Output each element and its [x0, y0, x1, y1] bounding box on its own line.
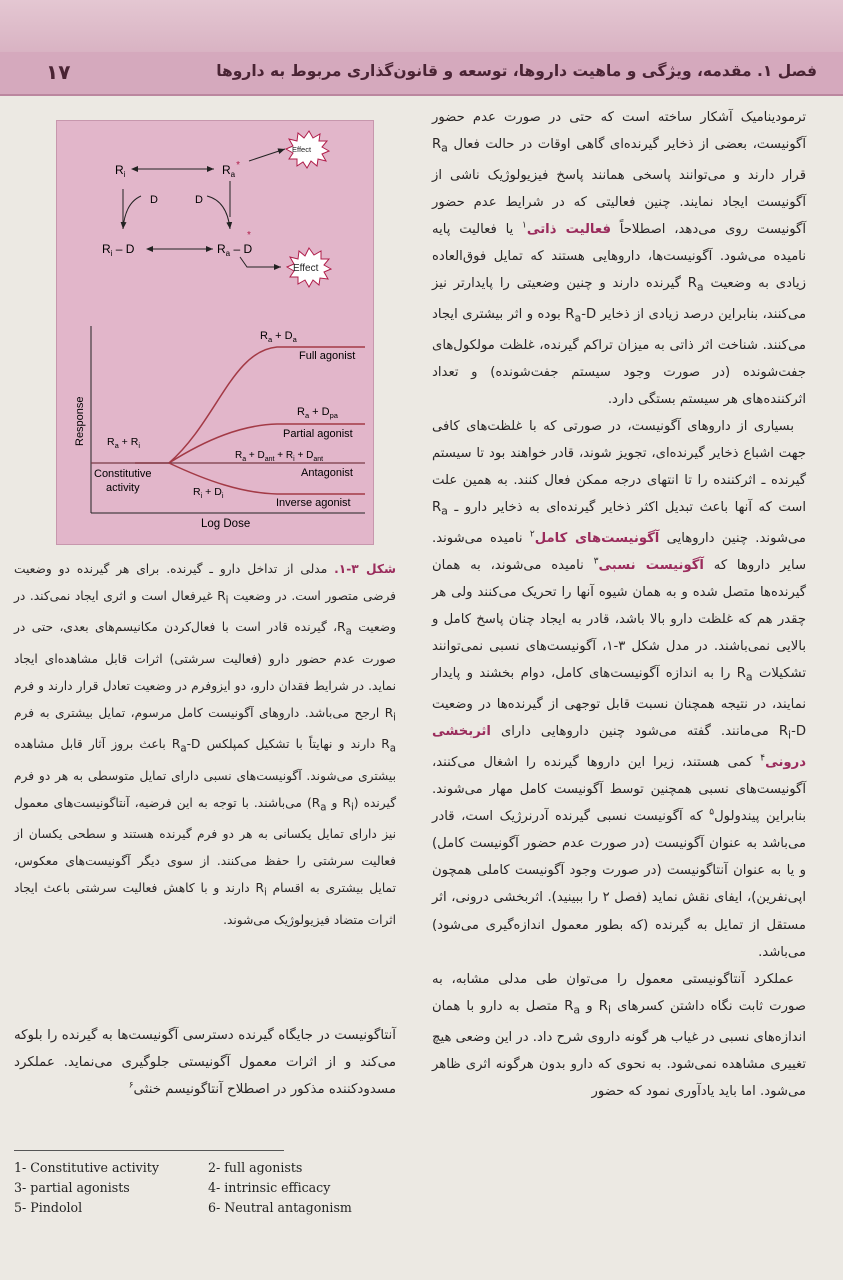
- footnote-4: 4- intrinsic efficacy: [208, 1180, 331, 1195]
- symbol-r: R: [432, 137, 442, 153]
- paragraph-3: [432, 966, 806, 1105]
- text-run: آنتاگونیست در جایگاه گیرنده دسترسی آگونیست‌ها به گیرنده را بلوکه می‌کند و از اثرات معمول آگونیستی جلوگیری می‌نماید. عملکرد مسدودکننده مذکور در اصطلاح آنتاگونیسم خنثی: [14, 1028, 396, 1097]
- symbol-r: R: [311, 795, 321, 810]
- footnote-5: 5- Pindolol: [14, 1200, 83, 1215]
- text-run: ) می‌باشند. با توجه به این فرضیه، آنتاگونیست‌های معمول نیز دارای تمایل یکسانی به هر دو فرم گیرنده هستند و سطحی یکسان از فعالیت سرشتی را حفظ می‌کنند. از سوی دیگر آگونیست‌های معکوس، تمایل بیشتری به اقسام: [14, 795, 396, 896]
- text-run: -D باعث بروز آثار قابل مشاهده بیشتری می‌شوند. آگونیست‌های نسبی دارای تمایل متوسطی به هر دو فرم گیرنده (: [14, 737, 396, 810]
- figure-drug-receptor-model: [56, 120, 374, 545]
- ra-label: $R_a^*$: [222, 160, 241, 179]
- constitutive-label-1: Constitutive: [94, 468, 152, 480]
- footnote-1: 1- Constitutive activity: [14, 1160, 159, 1175]
- left-column-paragraph: [14, 1022, 396, 1103]
- term-constitutive-activity: فعالیت ذاتی: [526, 222, 611, 238]
- footnote-ref-2: ۲: [529, 529, 535, 540]
- effect-arrow-1: [249, 149, 285, 161]
- footnote-ref-5: ۵: [709, 807, 715, 818]
- constitutive-label-2: activity: [106, 482, 140, 494]
- symbol-sub: i: [788, 728, 792, 742]
- text-run: و: [580, 998, 599, 1014]
- text-run: قرار دارند و می‌توانند پاسخی همانند پاسخ فیزیولوژیک ناشی از آگونیست ایجاد نمایند. چنین فعالیتی که در شرایط عدم حضور آگونیست روی می‌دهد، اصطلاحاً: [432, 167, 806, 238]
- footnote-6: 6- Neutral antagonism: [208, 1200, 352, 1215]
- term-partial-agonist: آگونیست نسبی: [598, 558, 704, 574]
- figure-caption: [14, 556, 396, 934]
- binding-arrow-right: [207, 196, 230, 229]
- text-run: که آگونیست نسبی گیرنده آدرنرژیک است، قادر می‌باشد به عنوان آگونیست (در صورت عدم حضور آگونیست کامل) و یا به عنوان آنتاگونیست (در صورت وجود آگونیست کاملی همچون اپی‌نفرین)، ایفای نقش نماید (فصل ۲ را ببینید). اثربخشی درونی، اثر مستقل از تمایل به گیرنده (که بطور معمول اندازه‌گیری می‌شود) می‌باشد.: [432, 809, 807, 960]
- paragraph-1: [432, 104, 806, 413]
- d-left-label: D: [150, 194, 158, 206]
- footnote-ref-4: ۴: [760, 753, 766, 764]
- footnote-3: 3- partial agonists: [14, 1180, 130, 1195]
- effect-label-2: Effect: [293, 263, 319, 274]
- x-axis-label: Log Dose: [201, 518, 251, 530]
- symbol-sub: i: [225, 595, 229, 607]
- symbol-sub: a: [180, 743, 187, 755]
- y-axis-label: Response: [74, 396, 86, 446]
- text-run: نامیده می‌شوند، به همان گیرنده‌ها متصل شده و به همان شیوه آنها را تحریک می‌کنند ولی هر چقدر هم که غلظت دارو بالا باشد، قادر به ایجاد چنان پاسخ کامل و بالایی نمی‌باشند. در مدل شکل ۳-۱، آگونیست‌های نسبی نمی‌توانند تشکیلات: [432, 558, 807, 682]
- text-run: -D می‌مانند. گفته می‌شود چنین داروهایی دارای: [490, 724, 806, 740]
- figure-svg: [57, 121, 373, 544]
- text-run: دارند و نهایتاً با تشکیل کمپلکس: [200, 737, 382, 752]
- symbol-r: R: [778, 724, 789, 740]
- footnote-divider: [14, 1150, 284, 1151]
- symbol-sub: i: [607, 1003, 612, 1017]
- symbol-sub: a: [389, 743, 396, 755]
- term-full-agonists: آگونیست‌های کامل: [534, 530, 660, 546]
- text-run: مدلی از تداخل دارو ـ گیرنده. برای هر گیرنده دو وضعیت فرضی متصور است. در وضعیت: [14, 562, 396, 603]
- inverse-agonist-formula: $R_i + D_i$: [193, 486, 224, 500]
- symbol-r: R: [598, 998, 608, 1014]
- symbol-sub: a: [573, 1003, 581, 1017]
- text-run: ترمودینامیک آشکار ساخته است که حتی در صورت عدم حضور آگونیست، بعضی از ذخایر گیرنده‌ای گاهی اوقات در حالت فعال: [432, 110, 806, 153]
- effect-arrow-2: [240, 257, 281, 267]
- antagonist-label: Antagonist: [301, 467, 353, 479]
- antagonist-formula: $R_a + D_{ant} + R_i + D_{ant}$: [235, 450, 324, 463]
- caption-label: شکل ۳-۱.: [334, 562, 396, 576]
- footnote-2: 2- full agonists: [208, 1160, 303, 1175]
- footnote-ref-3: ۳: [593, 556, 599, 567]
- d-right-label: D: [195, 194, 203, 206]
- symbol-sub: a: [574, 311, 582, 325]
- text-run: بسیاری از داروهای آگونیست، در صورتی که با غلظت‌های کافی جهت اشباع ذخایر گیرنده‌ای، تجویز شوند، قادر خواهند بود تا سیستم گیرنده ـ اثرکننده را تا انتهای درجه ممکن فعال کنند. به همین علت است که آنها باعث تبدیل اکثر ذخایر گیرنده‌ای به ذخایر دارو ـ: [432, 418, 806, 516]
- text-run: کمی هستند، زیرا این داروها گیرنده را اشغال می‌کنند، آگونیست‌های نسبی همچنین توسط آگونیست کامل مهار می‌شوند. بنابراین پیندولول: [432, 755, 806, 825]
- text-run: گیرنده دارند و چنین وضعیتی را پایدارتر نیز می‌کنند، بنابراین درصد زیادی از ذخایر: [432, 276, 807, 322]
- symbol-r: R: [564, 998, 574, 1014]
- symbol-r: R: [171, 737, 181, 752]
- chapter-title: فصل ۱. مقدمه، ویژگی و ماهیت داروها، توسعه و قانون‌گذاری مربوط به داروها: [216, 62, 817, 80]
- full-agonist-curve: [135, 347, 365, 463]
- text-run: غیرفعال است و اثری ایجاد نمی‌کند. در وضعیت: [14, 589, 396, 635]
- symbol-r: R: [565, 306, 575, 322]
- symbol-r: R: [687, 276, 697, 292]
- symbol-r: R: [432, 500, 442, 516]
- rad-star: *: [247, 230, 251, 241]
- symbol-r: R: [255, 881, 264, 896]
- symbol-sub: a: [441, 141, 448, 155]
- text-run: را به اندازه آگونیست‌های کامل، دوام بخشند و پایدار نمایند، در نتیجه همچنان نسبت قابل توجهی از گیرنده‌ها در وضعیت: [432, 666, 806, 713]
- full-agonist-formula: $R_a + D_a$: [260, 330, 297, 344]
- partial-agonist-label: Partial agonist: [283, 428, 353, 440]
- symbol-r: R: [337, 620, 346, 635]
- symbol-sub: i: [350, 802, 354, 814]
- page-top-band: [0, 0, 843, 52]
- text-run: عملکرد آنتاگونیستی معمول را می‌توان طی مدلی مشابه، به صورت ثابت نگاه داشتن کسرهای: [432, 971, 806, 1014]
- symbol-sub: i: [263, 887, 267, 899]
- symbol-sub: a: [745, 671, 753, 685]
- symbol-r: R: [381, 737, 390, 752]
- text-run: یا فعالیت پایه نامیده می‌شود. آگونیست‌ها، داروهایی هستند که تمایل فوق‌العاده زیادی به وضعیت: [432, 222, 806, 292]
- text-run: نامیده می‌شوند. سایر داروها که: [432, 530, 807, 574]
- full-agonist-label: Full agonist: [299, 350, 356, 362]
- page-number: ۱۷: [46, 60, 71, 84]
- paragraph-2: [432, 413, 806, 966]
- partial-agonist-formula: $R_a + D_{pa}$: [297, 406, 338, 420]
- binding-arrow-left: [123, 196, 141, 229]
- symbol-sub: a: [320, 802, 327, 814]
- symbol-r: R: [342, 795, 351, 810]
- rid-label: $R_i$ – D: [102, 242, 135, 258]
- text-run: ارجح می‌باشد. داروهای آگونیست کامل مرسوم، تمایل بیشتری به فرم: [14, 705, 385, 720]
- symbol-sub: a: [696, 280, 704, 294]
- effect-label-1: Effect: [292, 145, 312, 154]
- text-run: متصل به دارو با همان اندازه‌های نسبی در غیاب هر گونه داروی شرح داد. در این وضعی هیچ تغییری مشاهده نمی‌شود. به نحوی که دارو بدون هرگونه اثری ظاهر می‌شود. اما باید یادآوری نمود که حضور: [432, 998, 806, 1099]
- text-run: دارند و با کاهش فعالیت سرشتی باعث ایجاد اثرات متضاد فیزیولوژیک می‌شوند.: [14, 881, 396, 927]
- symbol-r: R: [736, 666, 746, 682]
- right-column-text: [432, 104, 806, 1105]
- symbol-r: R: [384, 705, 394, 720]
- symbol-r: R: [217, 589, 226, 603]
- rad-label: $R_a$ – D: [217, 242, 253, 258]
- text-run: می‌شوند. چنین داروهایی: [659, 530, 806, 546]
- symbol-sub: a: [441, 504, 448, 518]
- text-run: و: [326, 795, 343, 810]
- term-intrinsic-efficacy: اثربخشی درونی: [432, 724, 806, 770]
- text-run: ، گیرنده قادر است با فعال‌کردن مکانیسم‌های بعدی، حتی در صورت عدم حضور دارو (فعالیت سرشتی) اثرات قابل مشاهده‌ای ایجاد نماید. در شرایط فقدان دارو، دو ایزوفرم در وضعیت تعادل قرار دارند و فرم: [14, 620, 396, 693]
- ri-label: $R_i$: [115, 163, 126, 179]
- symbol-sub: i: [393, 712, 396, 724]
- inverse-agonist-label: Inverse agonist: [276, 497, 351, 509]
- symbol-sub: a: [345, 626, 352, 638]
- footnote-ref-6: ۶: [128, 1080, 134, 1091]
- text-run: -D بوده و اثر بیشتری ایجاد می‌کنند. شناخت اثر ذاتی به میزان تراکم گیرنده، غلظت مولکول‌های جفت‌شونده (در صورت وجود سیستم جفت‌شونده) و تعداد اثرکننده‌های هر سیستم بستگی دارد.: [432, 306, 806, 407]
- ra-ri-label: $R_a + R_i$: [107, 436, 140, 450]
- footnote-ref-1: ۱: [522, 220, 527, 231]
